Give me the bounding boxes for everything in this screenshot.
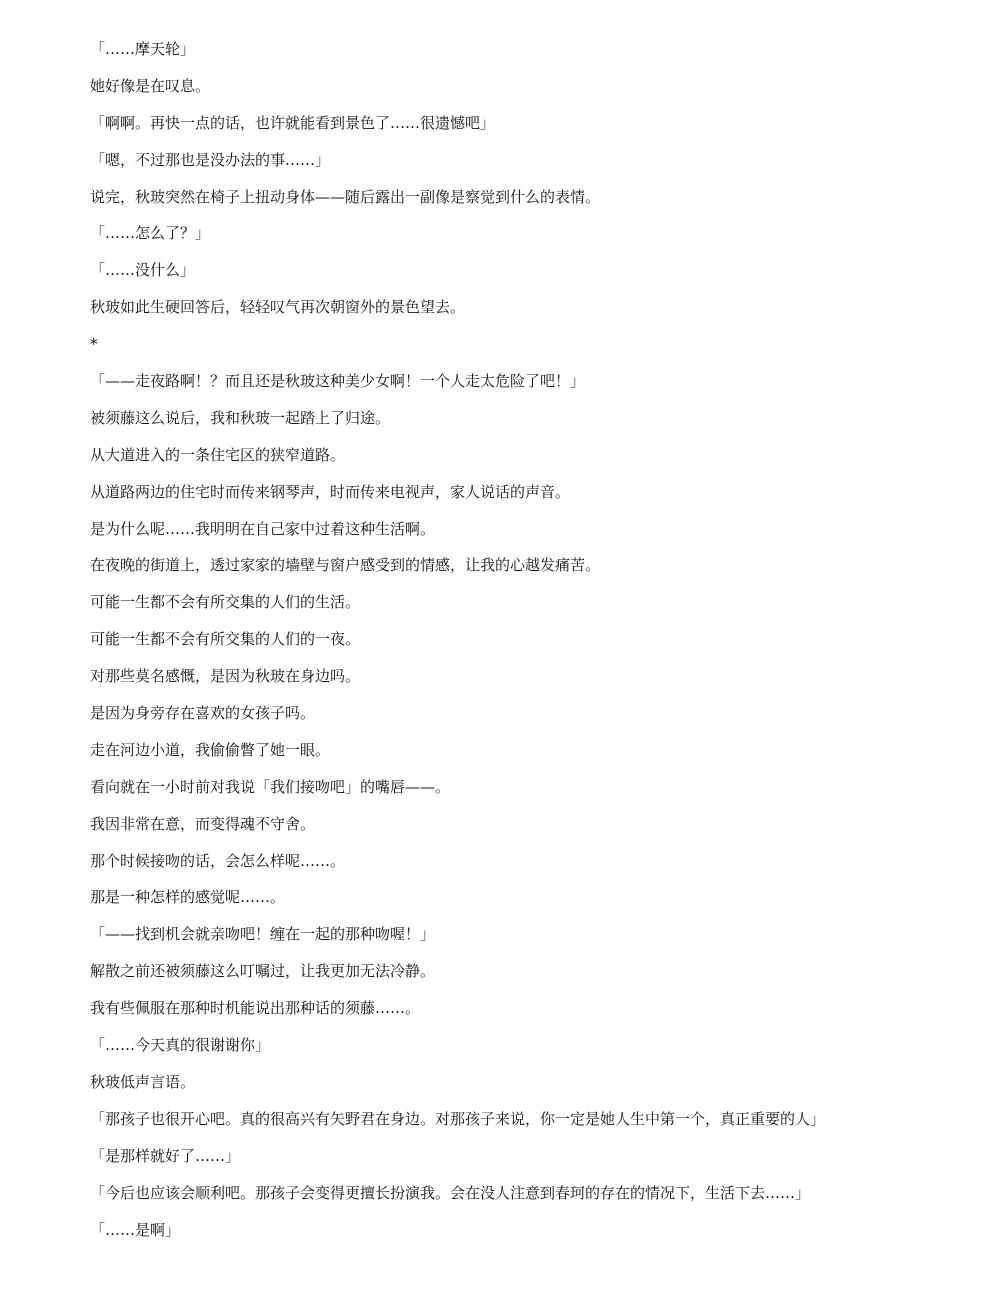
section-separator: * — [90, 335, 98, 354]
text-line: 我因非常在意，而变得魂不守舍。 — [90, 814, 316, 833]
text-line: 那个时候接吻的话，会怎么样呢……。 — [90, 851, 346, 870]
text-line: 「——找到机会就亲吻吧！缠在一起的那种吻喔！」 — [90, 925, 436, 944]
text-line: 秋玻低声言语。 — [90, 1072, 196, 1091]
text-line: 走在河边小道，我偷偷瞥了她一眼。 — [90, 740, 331, 759]
text-line: 对那些莫名感慨，是因为秋玻在身边吗。 — [90, 667, 361, 686]
text-line: 「……没什么」 — [90, 261, 196, 280]
text-line: 可能一生都不会有所交集的人们的生活。 — [90, 593, 361, 612]
text-line: 是为什么呢……我明明在自己家中过着这种生活啊。 — [90, 519, 436, 538]
text-line: 可能一生都不会有所交集的人们的一夜。 — [90, 630, 361, 649]
text-line: 「那孩子也很开心吧。真的很高兴有矢野君在身边。对那孩子来说，你一定是她人生中第一个，真正重要的人」 — [90, 1109, 826, 1128]
text-line: 解散之前还被须藤这么叮嘱过，让我更加无法冷静。 — [90, 962, 436, 981]
text-line: 在夜晚的街道上，透过家家的墙壁与窗户感受到的情感，让我的心越发痛苦。 — [90, 556, 601, 575]
text-line: 被须藤这么说后，我和秋玻一起踏上了归途。 — [90, 408, 391, 427]
text-line: 她好像是在叹息。 — [90, 76, 211, 95]
text-line: 「……怎么了？」 — [90, 224, 211, 243]
text-line: 从大道进入的一条住宅区的狭窄道路。 — [90, 445, 346, 464]
text-line: 说完，秋玻突然在椅子上扭动身体——随后露出一副像是察觉到什么的表情。 — [90, 187, 601, 206]
text-line: 「……摩天轮」 — [90, 40, 196, 58]
document-page — [90, 38, 970, 1255]
text-line: 「啊啊。再快一点的话，也许就能看到景色了……很遗憾吧」 — [90, 113, 496, 132]
text-line: 那是一种怎样的感觉呢……。 — [90, 888, 286, 907]
text-line: 「……是啊」 — [90, 1220, 181, 1239]
text-line: 「……今天真的很谢谢你」 — [90, 1036, 271, 1055]
text-line: 是因为身旁存在喜欢的女孩子吗。 — [90, 704, 316, 723]
text-line: 「是那样就好了……」 — [90, 1146, 241, 1165]
text-line: 从道路两边的住宅时而传来钢琴声，时而传来电视声，家人说话的声音。 — [90, 482, 571, 501]
text-line: 看向就在一小时前对我说「我们接吻吧」的嘴唇——。 — [90, 777, 451, 796]
text-line: 「今后也应该会顺利吧。那孩子会变得更擅长扮演我。会在没人注意到春珂的存在的情况下，生活下去……」 — [90, 1183, 811, 1202]
text-line: 「——走夜路啊！？而且还是秋玻这种美少女啊！一个人走太危险了吧！」 — [90, 372, 586, 391]
text-line: 我有些佩服在那种时机能说出那种话的须藤……。 — [90, 999, 421, 1018]
text-line: 秋玻如此生硬回答后，轻轻叹气再次朝窗外的景色望去。 — [90, 298, 466, 317]
text-line: 「嗯，不过那也是没办法的事……」 — [90, 150, 331, 169]
